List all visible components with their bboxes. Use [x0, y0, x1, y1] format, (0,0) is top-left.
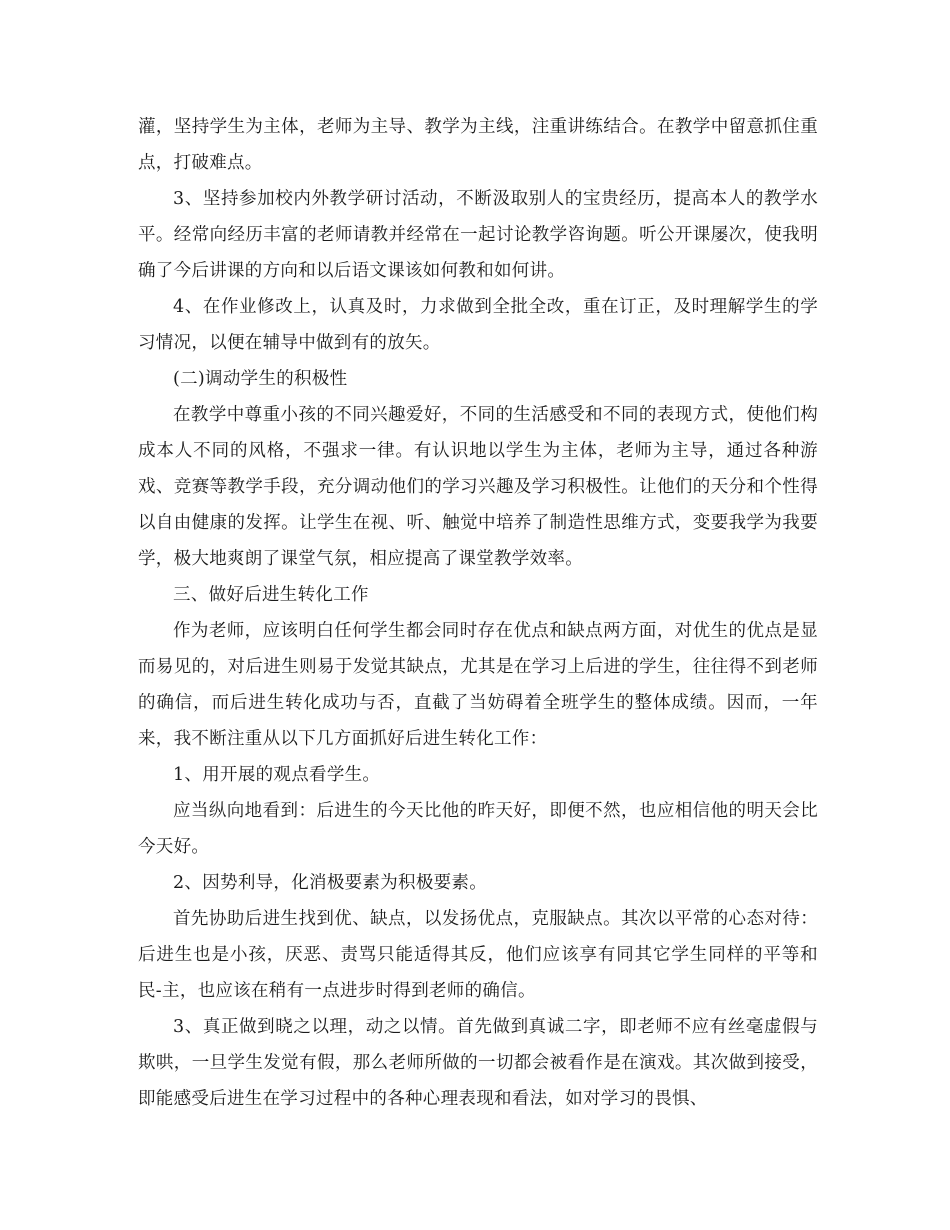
paragraph: 应当纵向地看到：后进生的今天比他的昨天好，即便不然，也应相信他的明天会比今天好。	[138, 801, 818, 857]
document-body	[138, 109, 818, 1117]
paragraph: 作为老师，应该明白任何学生都会同时存在优点和缺点两方面，对优生的优点是显而易见的，对后进生则易于发觉其缺点，尤其是在学习上后进的学生，往往得不到老师的确信，而后进生转化成功与否，直截了当妨碍着全班学生的整体成绩。因而，一年来，我不断注重从以下几方面抓好后进生转化工作：	[138, 621, 818, 749]
paragraph: 3、真正做到晓之以理，动之以情。首先做到真诚二字，即老师不应有丝毫虚假与欺哄，一旦学生发觉有假，那么老师所做的一切都会被看作是在演戏。其次做到接受，即能感受后进生在学习过程中的各种心理表现和看法，如对学习的畏惧、	[138, 1017, 818, 1109]
list-item-heading: 1、用开展的观点看学生。	[173, 765, 381, 785]
paragraph: 灌，坚持学生为主体，老师为主导、教学为主线，注重讲练结合。在教学中留意抓住重点，打破难点。	[138, 117, 818, 173]
paragraph: 4、在作业修改上，认真及时，力求做到全批全改，重在订正，及时理解学生的学习情况，以便在辅导中做到有的放矢。	[138, 297, 818, 353]
section-heading: 三、做好后进生转化工作	[173, 585, 369, 605]
paragraph: 3、坚持参加校内外教学研讨活动，不断汲取别人的宝贵经历，提高本人的教学水平。经常向经历丰富的老师请教并经常在一起讨论教学咨询题。听公开课屡次，使我明确了今后讲课的方向和以后语文课该如何教和如何讲。	[138, 189, 818, 281]
paragraph: 首先协助后进生找到优、缺点，以发扬优点，克服缺点。其次以平常的心态对待：后进生也是小孩，厌恶、责骂只能适得其反，他们应该享有同其它学生同样的平等和民-主，也应该在稍有一点进步时得到老师的确信。	[138, 909, 818, 1001]
paragraph: 在教学中尊重小孩的不同兴趣爱好，不同的生活感受和不同的表现方式，使他们构成本人不同的风格，不强求一律。有认识地以学生为主体，老师为主导，通过各种游戏、竞赛等教学手段，充分调动他们的学习兴趣及学习积极性。让他们的天分和个性得以自由健康的发挥。让学生在视、听、触觉中培养了制造性思维方式，变要我学为我要学，极大地爽朗了课堂气氛，相应提高了课堂教学效率。	[138, 405, 818, 569]
list-item-heading: 2、因势利导，化消极要素为积极要素。	[173, 873, 488, 893]
section-heading: (二)调动学生的积极性	[173, 369, 348, 389]
